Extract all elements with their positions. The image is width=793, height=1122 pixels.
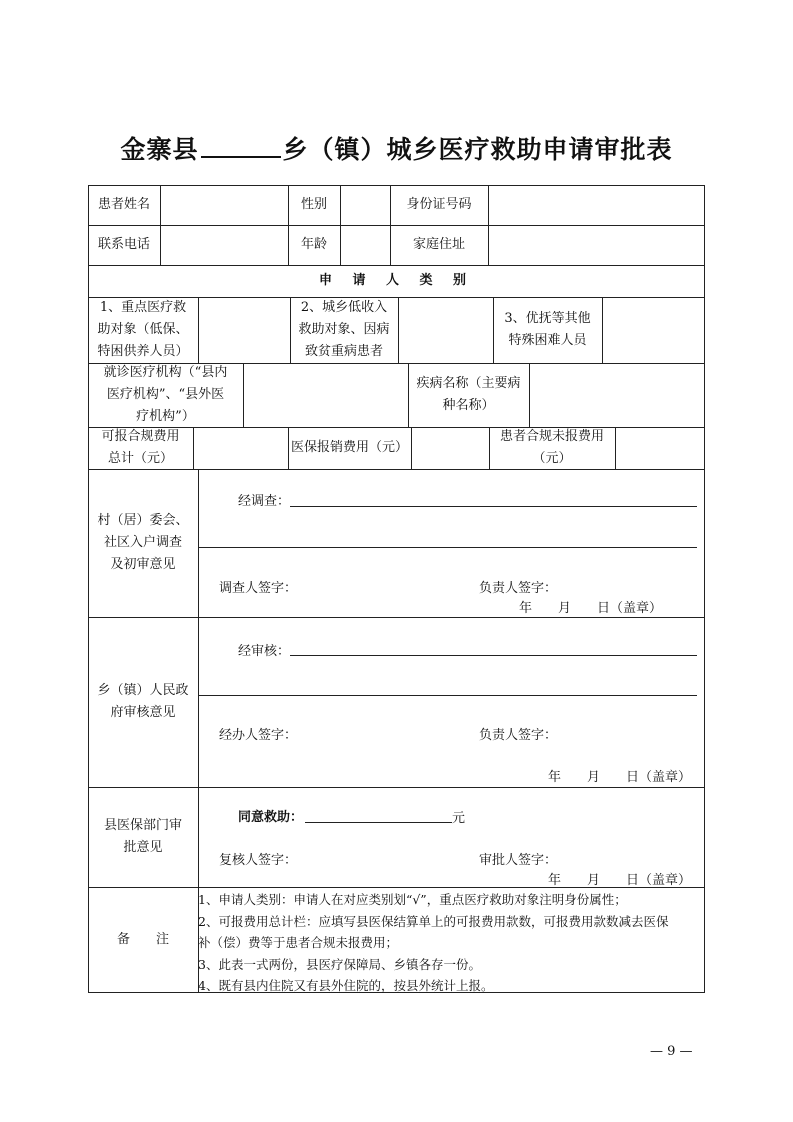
category-1-label: 1、重点医疗救 助对象（低保、 特困供养人员）: [97, 300, 189, 359]
patient-name-field[interactable]: [160, 185, 288, 225]
investigator-signature-label: 调查人签字：: [219, 581, 298, 596]
disease-field[interactable]: [529, 363, 704, 427]
unreported-expense-label: 患者合规未报费用 （元）: [499, 429, 604, 466]
assistance-unit: 元: [452, 811, 466, 826]
age-field[interactable]: [340, 225, 390, 265]
township-name-blank[interactable]: [201, 134, 281, 158]
unreported-expense-field[interactable]: [615, 427, 704, 469]
village-survey-line-1[interactable]: [290, 506, 697, 507]
township-leader-signature-label: 负责人签字：: [479, 728, 558, 743]
village-opinion-label: 村（居）委会、 社区入户调查 及初审意见: [97, 513, 189, 572]
category-2-checkbox[interactable]: [398, 297, 493, 363]
id-number-label: 身份证号码: [406, 197, 472, 212]
county-date-seal: 年 月 日（盖章）: [548, 873, 692, 888]
phone-field[interactable]: [160, 225, 288, 265]
village-leader-signature-label: 负责人签字：: [479, 581, 558, 596]
category-2-label: 2、城乡低收入 救助对象、因病 致贫重病患者: [298, 300, 390, 359]
disease-label: 疾病名称（主要病 种名称）: [416, 376, 521, 413]
gender-field[interactable]: [340, 185, 390, 225]
age-label: 年龄: [300, 237, 327, 252]
reportable-expense-field[interactable]: [193, 427, 288, 469]
remark-item: 补（偿）费等于患者合规未报费用；: [198, 935, 399, 950]
township-review-label: 经审核：: [238, 644, 291, 659]
gender-label: 性别: [300, 197, 327, 212]
remark-item: 3、此表一式两份，县医疗保障局、乡镇各存一份。: [198, 956, 481, 972]
agree-assistance-label: 同意救助：: [238, 810, 304, 825]
title-prefix: 金寨县: [120, 135, 199, 164]
village-survey-label: 经调查：: [238, 494, 291, 509]
remarks-label: 备 注: [116, 931, 169, 947]
table-border-right: [704, 185, 705, 993]
title-suffix: 乡（镇）城乡医疗救助申请审批表: [282, 135, 673, 164]
township-review-line-2[interactable]: [198, 695, 697, 696]
county-opinion-label: 县医保部门审 批意见: [103, 818, 182, 855]
township-review-line-1[interactable]: [290, 655, 697, 656]
assistance-amount-line[interactable]: [305, 822, 452, 823]
institution-field[interactable]: [243, 363, 408, 427]
patient-name-label: 患者姓名: [97, 197, 150, 212]
address-label: 家庭住址: [412, 237, 465, 252]
phone-label: 联系电话: [97, 237, 150, 252]
id-number-field[interactable]: [488, 185, 704, 225]
checker-signature-label: 复核人签字：: [219, 853, 298, 868]
township-date-seal: 年 月 日（盖章）: [548, 770, 692, 785]
insurance-reimbursement-label: 医保报销费用（元）: [290, 440, 408, 455]
remark-item: 2、可报费用总计栏：应填写县医保结算单上的可报费用款数，可报费用款数减去医保: [198, 913, 669, 929]
insurance-reimbursement-field[interactable]: [411, 427, 489, 469]
remark-item: 1、申请人类别：申请人在对应类别划“√”，重点医疗救助对象注明身份属性；: [198, 892, 627, 907]
category-1-checkbox[interactable]: [198, 297, 290, 363]
remark-item: 4、既有县内住院又有县外住院的，按县外统计上报。: [198, 978, 494, 993]
page-title: [88, 130, 705, 166]
category-3-label: 3、优抚等其他 特殊困难人员: [504, 311, 591, 348]
remarks-list: [198, 889, 703, 997]
address-field[interactable]: [488, 225, 704, 265]
handler-signature-label: 经办人签字：: [219, 728, 298, 743]
page-number: — 9 —: [650, 1044, 693, 1059]
reportable-expense-label: 可报合规费用 总计（元）: [101, 429, 180, 466]
institution-label: 就诊医疗机构（“县内 医疗机构”、“县外医 疗机构”）: [103, 365, 228, 424]
village-date-seal: 年 月 日（盖章）: [519, 601, 663, 616]
approver-signature-label: 审批人签字：: [479, 853, 558, 868]
village-survey-line-2[interactable]: [198, 547, 697, 548]
township-opinion-label: 乡（镇）人民政 府审核意见: [97, 683, 189, 720]
category-3-checkbox[interactable]: [602, 297, 704, 363]
applicant-category-header: 申 请 人 类 别: [318, 273, 475, 288]
